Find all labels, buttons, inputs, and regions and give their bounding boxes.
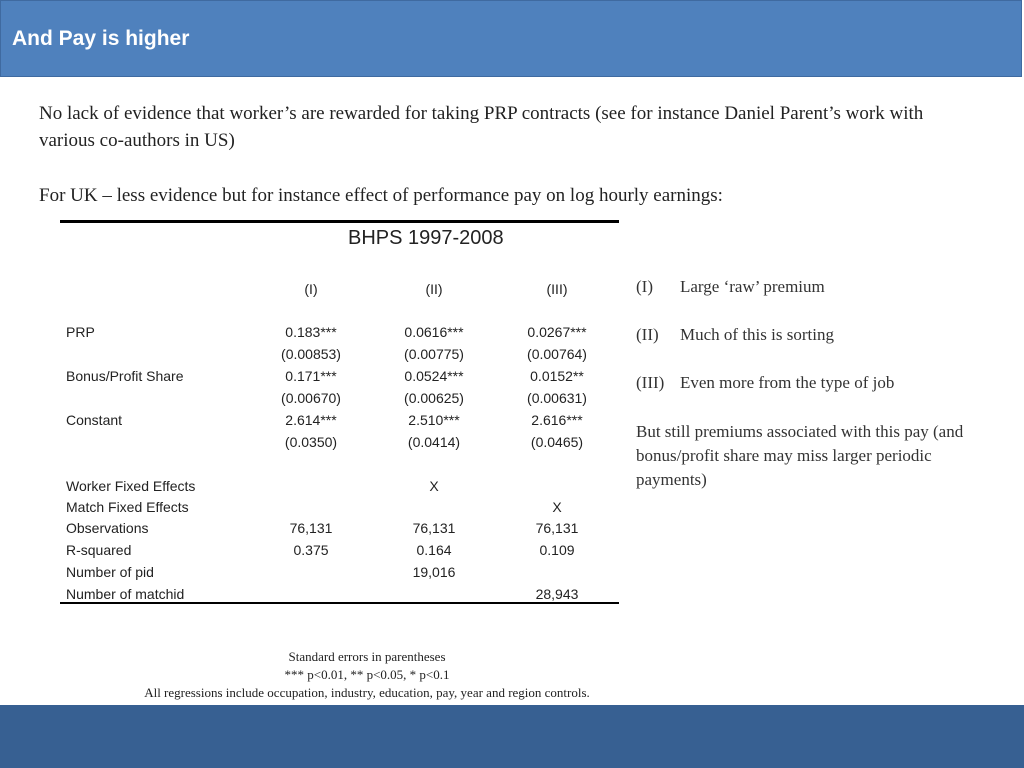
- column-header: (I): [304, 281, 318, 297]
- slide-header: [0, 0, 1022, 77]
- row-label: Match Fixed Effects: [66, 499, 189, 515]
- table-cell: X: [552, 499, 562, 515]
- sidebar-paragraph: But still premiums associated with this pay (and bonus/profit share may miss larger periodic payments): [636, 422, 964, 489]
- table-cell: (0.00764): [527, 346, 587, 362]
- table-cell: 19,016: [412, 564, 456, 580]
- row-label: Observations: [66, 520, 149, 536]
- slide-footer: [0, 705, 1024, 768]
- table-cell: 0.0616***: [404, 324, 464, 340]
- sidebar-item-number: (II): [636, 325, 659, 344]
- sidebar-item: [636, 373, 894, 393]
- table-cell: 76,131: [535, 520, 579, 536]
- table-cell: (0.0414): [407, 434, 461, 450]
- table-cell: 0.0152**: [530, 368, 584, 384]
- table-cell: 76,131: [289, 520, 333, 536]
- row-label: Constant: [66, 412, 123, 428]
- note-line: Standard errors in parentheses: [288, 649, 446, 664]
- table-cell: 0.0524***: [404, 368, 464, 384]
- table-cell: 0.183***: [285, 324, 337, 340]
- table-cell: 0.164: [416, 542, 452, 558]
- note-line: *** p<0.01, ** p<0.05, * p<0.1: [284, 667, 450, 682]
- table-cell: 76,131: [412, 520, 456, 536]
- table-cell: (0.0465): [530, 434, 584, 450]
- table-cell: 2.614***: [285, 412, 337, 428]
- table-bottom-rule: [60, 602, 619, 604]
- table-notes: [0, 648, 734, 702]
- intro-paragraph: No lack of evidence that worker’s are rewarded for taking PRP contracts (see for instance Daniel Parent’s work with various co-authors in US): [39, 103, 924, 151]
- sidebar-item: [636, 277, 825, 297]
- row-label: Worker Fixed Effects: [66, 478, 196, 494]
- table-top-rule: [60, 220, 619, 223]
- table-cell: 0.171***: [285, 368, 337, 384]
- row-label: Number of pid: [66, 564, 154, 580]
- table-cell: (0.00625): [404, 390, 464, 406]
- sidebar-item-text: Large ‘raw’ premium: [680, 277, 825, 296]
- table-title: BHPS 1997-2008: [348, 227, 504, 249]
- row-label: Number of matchid: [66, 586, 185, 602]
- sidebar-item-number: (I): [636, 277, 653, 296]
- table-cell: X: [429, 478, 439, 494]
- table-cell: 0.109: [539, 542, 575, 558]
- uk-evidence-paragraph: For UK – less evidence but for instance effect of performance pay on log hourly earnings:: [39, 185, 723, 206]
- table-cell: (0.00775): [404, 346, 464, 362]
- table-cell: 28,943: [535, 586, 579, 602]
- row-label: PRP: [66, 324, 95, 340]
- table-cell: (0.0350): [284, 434, 338, 450]
- table-cell: (0.00670): [281, 390, 341, 406]
- table-cell: 0.375: [293, 542, 329, 558]
- column-header: (II): [425, 281, 443, 297]
- sidebar-item: [636, 325, 834, 345]
- column-header: (III): [546, 281, 568, 297]
- sidebar-item-number: (III): [636, 373, 665, 392]
- row-label: Bonus/Profit Share: [66, 368, 184, 384]
- table-cell: (0.00631): [527, 390, 587, 406]
- table-cell: (0.00853): [281, 346, 341, 362]
- sidebar-item-text: Even more from the type of job: [680, 373, 895, 392]
- slide-title: And Pay is higher: [12, 27, 190, 50]
- row-label: R-squared: [66, 542, 132, 558]
- note-line: All regressions include occupation, industry, education, pay, year and region controls.: [144, 685, 590, 700]
- table-cell: 0.0267***: [527, 324, 587, 340]
- sidebar-item-text: Much of this is sorting: [680, 325, 834, 344]
- table-cell: 2.510***: [408, 412, 460, 428]
- table-cell: 2.616***: [531, 412, 583, 428]
- regression-table: [60, 220, 620, 606]
